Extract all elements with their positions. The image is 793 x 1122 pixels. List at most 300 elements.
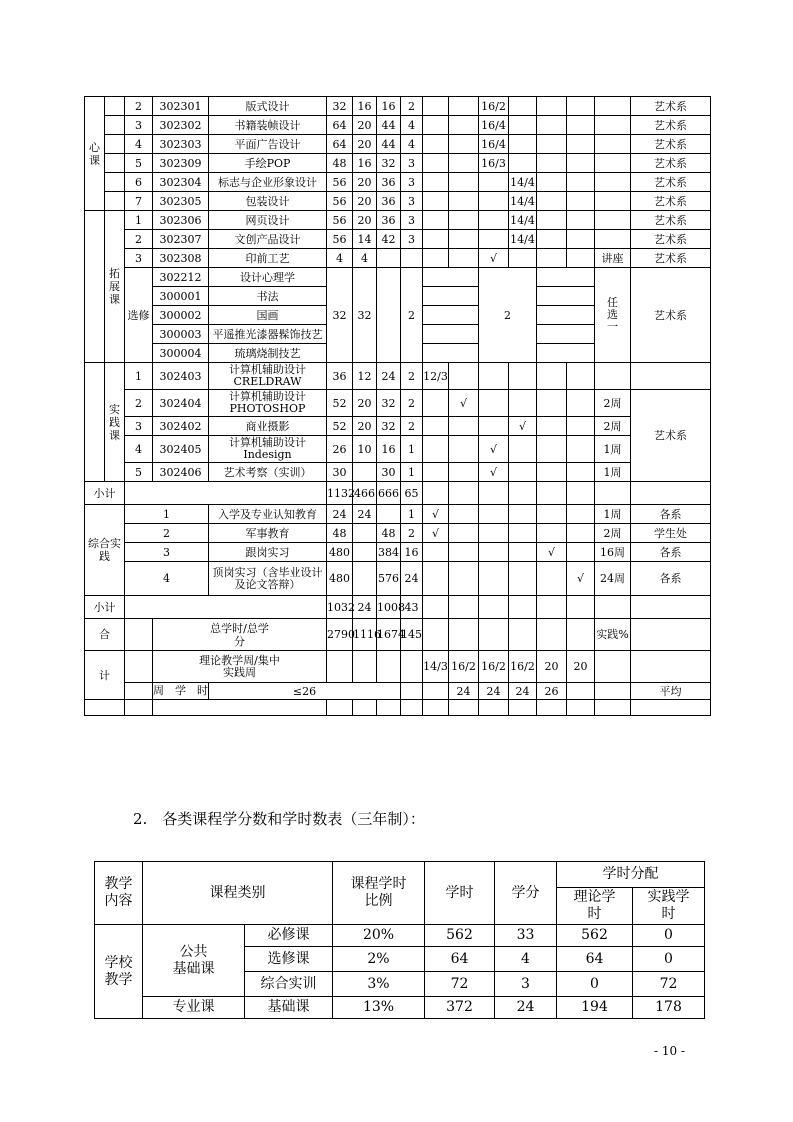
cell [567,211,595,230]
cell [479,482,509,505]
cell: 计算机辅助设计 Indesign [209,436,327,463]
cell [537,154,567,173]
cell: 设计心理学 [209,268,327,287]
cell-credit: 3 [495,972,557,997]
cell: 56 [327,211,353,230]
cell [479,619,509,651]
cell [377,505,401,524]
cell [509,524,537,543]
cell [509,543,537,562]
school-teaching: 学校 教学 [95,925,143,1019]
cell [479,173,509,192]
cell: 20 [567,651,595,683]
cell: 艺术系 [631,249,711,268]
cell [125,482,327,505]
cell: 302212 [153,268,209,287]
cell [537,287,595,306]
cell: 56 [327,192,353,211]
cell: √ [537,543,567,562]
cell [423,230,449,249]
cell-ratio: 2% [333,947,425,972]
cell [423,482,449,505]
cell: 16/4 [479,116,509,135]
table2-header-row [95,862,705,888]
cell [423,173,449,192]
cell-practice: 0 [633,925,705,947]
cell: 1116 [353,619,377,651]
cell: 3 [401,173,423,192]
cell: 学生处 [631,524,711,543]
cell: √ [423,524,449,543]
cell [509,463,537,482]
cell: 24 [327,505,353,524]
cell [509,135,537,154]
cell [423,463,449,482]
cell [537,463,567,482]
cell: 48 [327,524,353,543]
cell: 64 [327,116,353,135]
cell [595,192,631,211]
cell: 平面广告设计 [209,135,327,154]
cell [423,116,449,135]
cell: 印前工艺 [209,249,327,268]
cell [449,619,479,651]
cell [595,116,631,135]
cell [567,436,595,463]
cell: 44 [377,116,401,135]
cell [567,116,595,135]
cell [423,543,449,562]
cell: 302303 [153,135,209,154]
cell: √ [479,463,509,482]
cell [353,700,377,716]
cell: 3 [125,417,153,436]
cell: 16/2 [479,97,509,116]
cell [423,135,449,154]
table-row [85,135,711,154]
cell: 3 [401,154,423,173]
cell-type: 综合实训 [245,972,333,997]
cell [595,97,631,116]
cell [327,651,353,683]
blank-row [85,700,711,716]
cell: 16 [377,97,401,116]
cell: 书籍装帧设计 [209,116,327,135]
cell: 14/4 [509,230,537,249]
cell: 2 [479,268,537,363]
cell [537,700,567,716]
cell [537,417,567,436]
cell: 小计 [85,596,125,619]
cell: 4 [353,249,377,268]
cell: 1032 [327,596,353,619]
cell [567,482,595,505]
table-row [85,192,711,211]
cell: 302309 [153,154,209,173]
cell: 任 选 一 [595,268,631,363]
cell: 384 [377,543,401,562]
cell [537,211,567,230]
cell [509,249,537,268]
cell: 24 [377,363,401,390]
cell [105,135,125,154]
cell [449,249,479,268]
cell [327,700,353,716]
public-basic: 公共 基础课 [143,925,245,997]
cell: 14/4 [509,173,537,192]
table-row [85,390,711,417]
cell: 32 [327,268,353,363]
cell: 商业摄影 [209,417,327,436]
cell [401,700,423,716]
cell: 480 [327,562,353,596]
cell [449,173,479,192]
cell [423,325,479,344]
cell [85,700,125,716]
cell [479,505,509,524]
header-hours: 学时 [425,862,495,925]
cell [631,619,711,651]
cell: 入学及专业认知教育 [209,505,327,524]
cell: 文创产品设计 [209,230,327,249]
cell [509,619,537,651]
cell: 1 [401,436,423,463]
cell [125,651,153,683]
cell: 56 [327,173,353,192]
cell [595,683,631,700]
cell: 16 [353,154,377,173]
cell [105,154,125,173]
cell [105,173,125,192]
cell [567,173,595,192]
cell [125,683,153,700]
cell: 小计 [85,482,125,505]
cell: 理论教学周/集中 实践周 [153,651,327,683]
cell [509,596,537,619]
cell [479,230,509,249]
cell: 合 [85,619,125,651]
cell [449,482,479,505]
total-row [85,651,711,683]
cell-type: 选修课 [245,947,333,972]
cell [509,116,537,135]
credit-hours-table [94,861,705,1019]
cell [567,192,595,211]
cell: 2周 [595,390,631,417]
cell: 16周 [595,543,631,562]
header-practice: 实践学 时 [633,888,705,925]
cell [423,417,449,436]
header-ratio: 课程学时 比例 [333,862,425,925]
cell [449,463,479,482]
cell: 2 [125,97,153,116]
cell: 实践% [595,619,631,651]
cell [537,116,567,135]
cell: 24 [449,683,479,700]
cell-theory: 194 [557,997,633,1019]
group-core: 心 课 [85,97,105,211]
cell [353,524,377,543]
cell: 302404 [153,390,209,417]
cell: 20 [353,211,377,230]
cell: 302402 [153,417,209,436]
cell [401,683,423,700]
table-row [85,543,711,562]
cell: 7 [125,192,153,211]
cell [567,463,595,482]
cell: 艺术系 [631,268,711,363]
cell: 1674 [377,619,401,651]
cell [631,651,711,683]
cell: 平均 [631,683,711,700]
table-row [85,363,711,390]
cell [449,230,479,249]
cell: 65 [401,482,423,505]
cell [567,505,595,524]
cell [479,363,509,390]
cell: 琉璃烧制技艺 [209,344,327,363]
cell: 平遥推光漆器髹饰技艺 [209,325,327,344]
cell [449,154,479,173]
cell [567,683,595,700]
table-row [95,997,705,1019]
cell [537,436,567,463]
cell: √ [567,562,595,596]
table-row [85,154,711,173]
cell: 1周 [595,436,631,463]
cell: 666 [377,482,401,505]
cell: 2 [401,268,423,363]
cell: 4 [125,135,153,154]
cell: 302308 [153,249,209,268]
cell: 2 [125,524,209,543]
cell: 14/4 [509,192,537,211]
table-row [85,249,711,268]
cell: 4 [401,116,423,135]
cell [423,390,449,417]
cell [449,700,479,716]
cell: 手绘POP [209,154,327,173]
subtotal-row [85,482,711,505]
cell: 302405 [153,436,209,463]
cell [153,700,327,716]
cell: 1周 [595,505,631,524]
cell: 36 [377,173,401,192]
cell: 3 [401,230,423,249]
col-blank [85,363,105,482]
cell: 4 [125,436,153,463]
cell: 4 [401,135,423,154]
cell [449,211,479,230]
cell [423,192,449,211]
cell [537,268,595,287]
cell [567,230,595,249]
cell: 网页设计 [209,211,327,230]
cell: 1 [125,211,153,230]
cell: 各系 [631,543,711,562]
cell [537,192,567,211]
cell: 各系 [631,562,711,596]
cell: 300001 [153,287,209,306]
cell: 300003 [153,325,209,344]
cell: 16/3 [479,154,509,173]
cell-credit: 33 [495,925,557,947]
cell: 52 [327,417,353,436]
cell: 16 [377,436,401,463]
cell [537,230,567,249]
cell [449,135,479,154]
cell: 3 [125,543,209,562]
cell: 2790 [327,619,353,651]
header-distribution: 学时分配 [557,862,705,888]
cell: √ [423,505,449,524]
section-heading: 2. 各类课程学分数和学时数表（三年制）： [133,810,425,828]
table-row [85,97,711,116]
cell [423,287,479,306]
curriculum-table [84,96,711,716]
cell [537,524,567,543]
cell: 计算机辅助设计 CRELDRAW [209,363,327,390]
cell: 16/2 [449,651,479,683]
cell: 艺术系 [631,116,711,135]
cell: 1周 [595,463,631,482]
cell: 1132 [327,482,353,505]
cell [509,482,537,505]
cell: 16/4 [479,135,509,154]
cell: 艺术系 [631,154,711,173]
cell [537,306,595,325]
cell: 书法 [209,287,327,306]
cell [595,482,631,505]
cell: √ [479,436,509,463]
cell: 36 [377,192,401,211]
cell: 艺术系 [631,390,711,482]
cell [479,524,509,543]
major-course: 专业课 [143,997,245,1019]
cell: 24 [479,683,509,700]
cell: 145 [401,619,423,651]
cell-ratio: 3% [333,972,425,997]
elective-label: 选修 [125,268,153,363]
cell: 302403 [153,363,209,390]
cell: 24 [353,596,377,619]
cell [423,249,449,268]
total-row [85,683,711,700]
cell: 3 [401,211,423,230]
group-practice: 实 践 课 [105,363,125,482]
cell [595,651,631,683]
cell-practice: 72 [633,972,705,997]
cell [509,154,537,173]
cell [423,344,479,363]
cell [567,249,595,268]
cell: 1 [125,363,153,390]
cell: 1008 [377,596,401,619]
cell [449,436,479,463]
cell: 466 [353,482,377,505]
cell [423,97,449,116]
cell [423,306,479,325]
cell-hours: 562 [425,925,495,947]
cell [537,135,567,154]
cell: 302305 [153,192,209,211]
cell: 576 [377,562,401,596]
cell: 44 [377,135,401,154]
cell [449,192,479,211]
cell: 14/3 [423,651,449,683]
cell: √ [479,249,509,268]
header-category: 课程类别 [143,862,333,925]
cell: 300004 [153,344,209,363]
cell [567,154,595,173]
cell [567,417,595,436]
header-theory: 理论学 时 [557,888,633,925]
cell: 国画 [209,306,327,325]
cell [479,543,509,562]
cell [423,683,449,700]
cell: 12/3 [423,363,449,390]
cell: 24 [509,683,537,700]
cell: 1 [125,505,209,524]
cell: 36 [377,211,401,230]
cell: 总学时/总学 分 [153,619,327,651]
cell [595,135,631,154]
cell [631,363,711,390]
cell: 302307 [153,230,209,249]
cell [449,116,479,135]
cell: 26 [327,436,353,463]
cell [423,562,449,596]
cell [509,97,537,116]
cell [449,524,479,543]
cell [479,390,509,417]
cell: 1 [401,505,423,524]
cell: 32 [377,154,401,173]
cell [449,562,479,596]
cell [631,482,711,505]
cell: 14/4 [509,211,537,230]
cell: 30 [377,463,401,482]
cell: 302306 [153,211,209,230]
cell: 16/2 [509,651,537,683]
cell-credit: 24 [495,997,557,1019]
cell [537,97,567,116]
cell [353,463,377,482]
cell: 30 [327,463,353,482]
cell [423,700,449,716]
table-row [95,925,705,947]
cell [509,436,537,463]
cell: 20 [353,390,377,417]
cell: 52 [327,390,353,417]
cell [567,543,595,562]
cell [105,97,125,116]
cell: 26 [537,683,567,700]
cell [537,173,567,192]
cell [377,700,401,716]
cell: 4 [125,562,209,596]
cell [509,505,537,524]
cell [567,363,595,390]
cell: √ [509,417,537,436]
cell [377,651,401,683]
cell [353,543,377,562]
cell [401,651,423,683]
cell [631,700,711,716]
cell: 16 [353,97,377,116]
cell: 艺术系 [631,135,711,154]
cell: 讲座 [595,249,631,268]
